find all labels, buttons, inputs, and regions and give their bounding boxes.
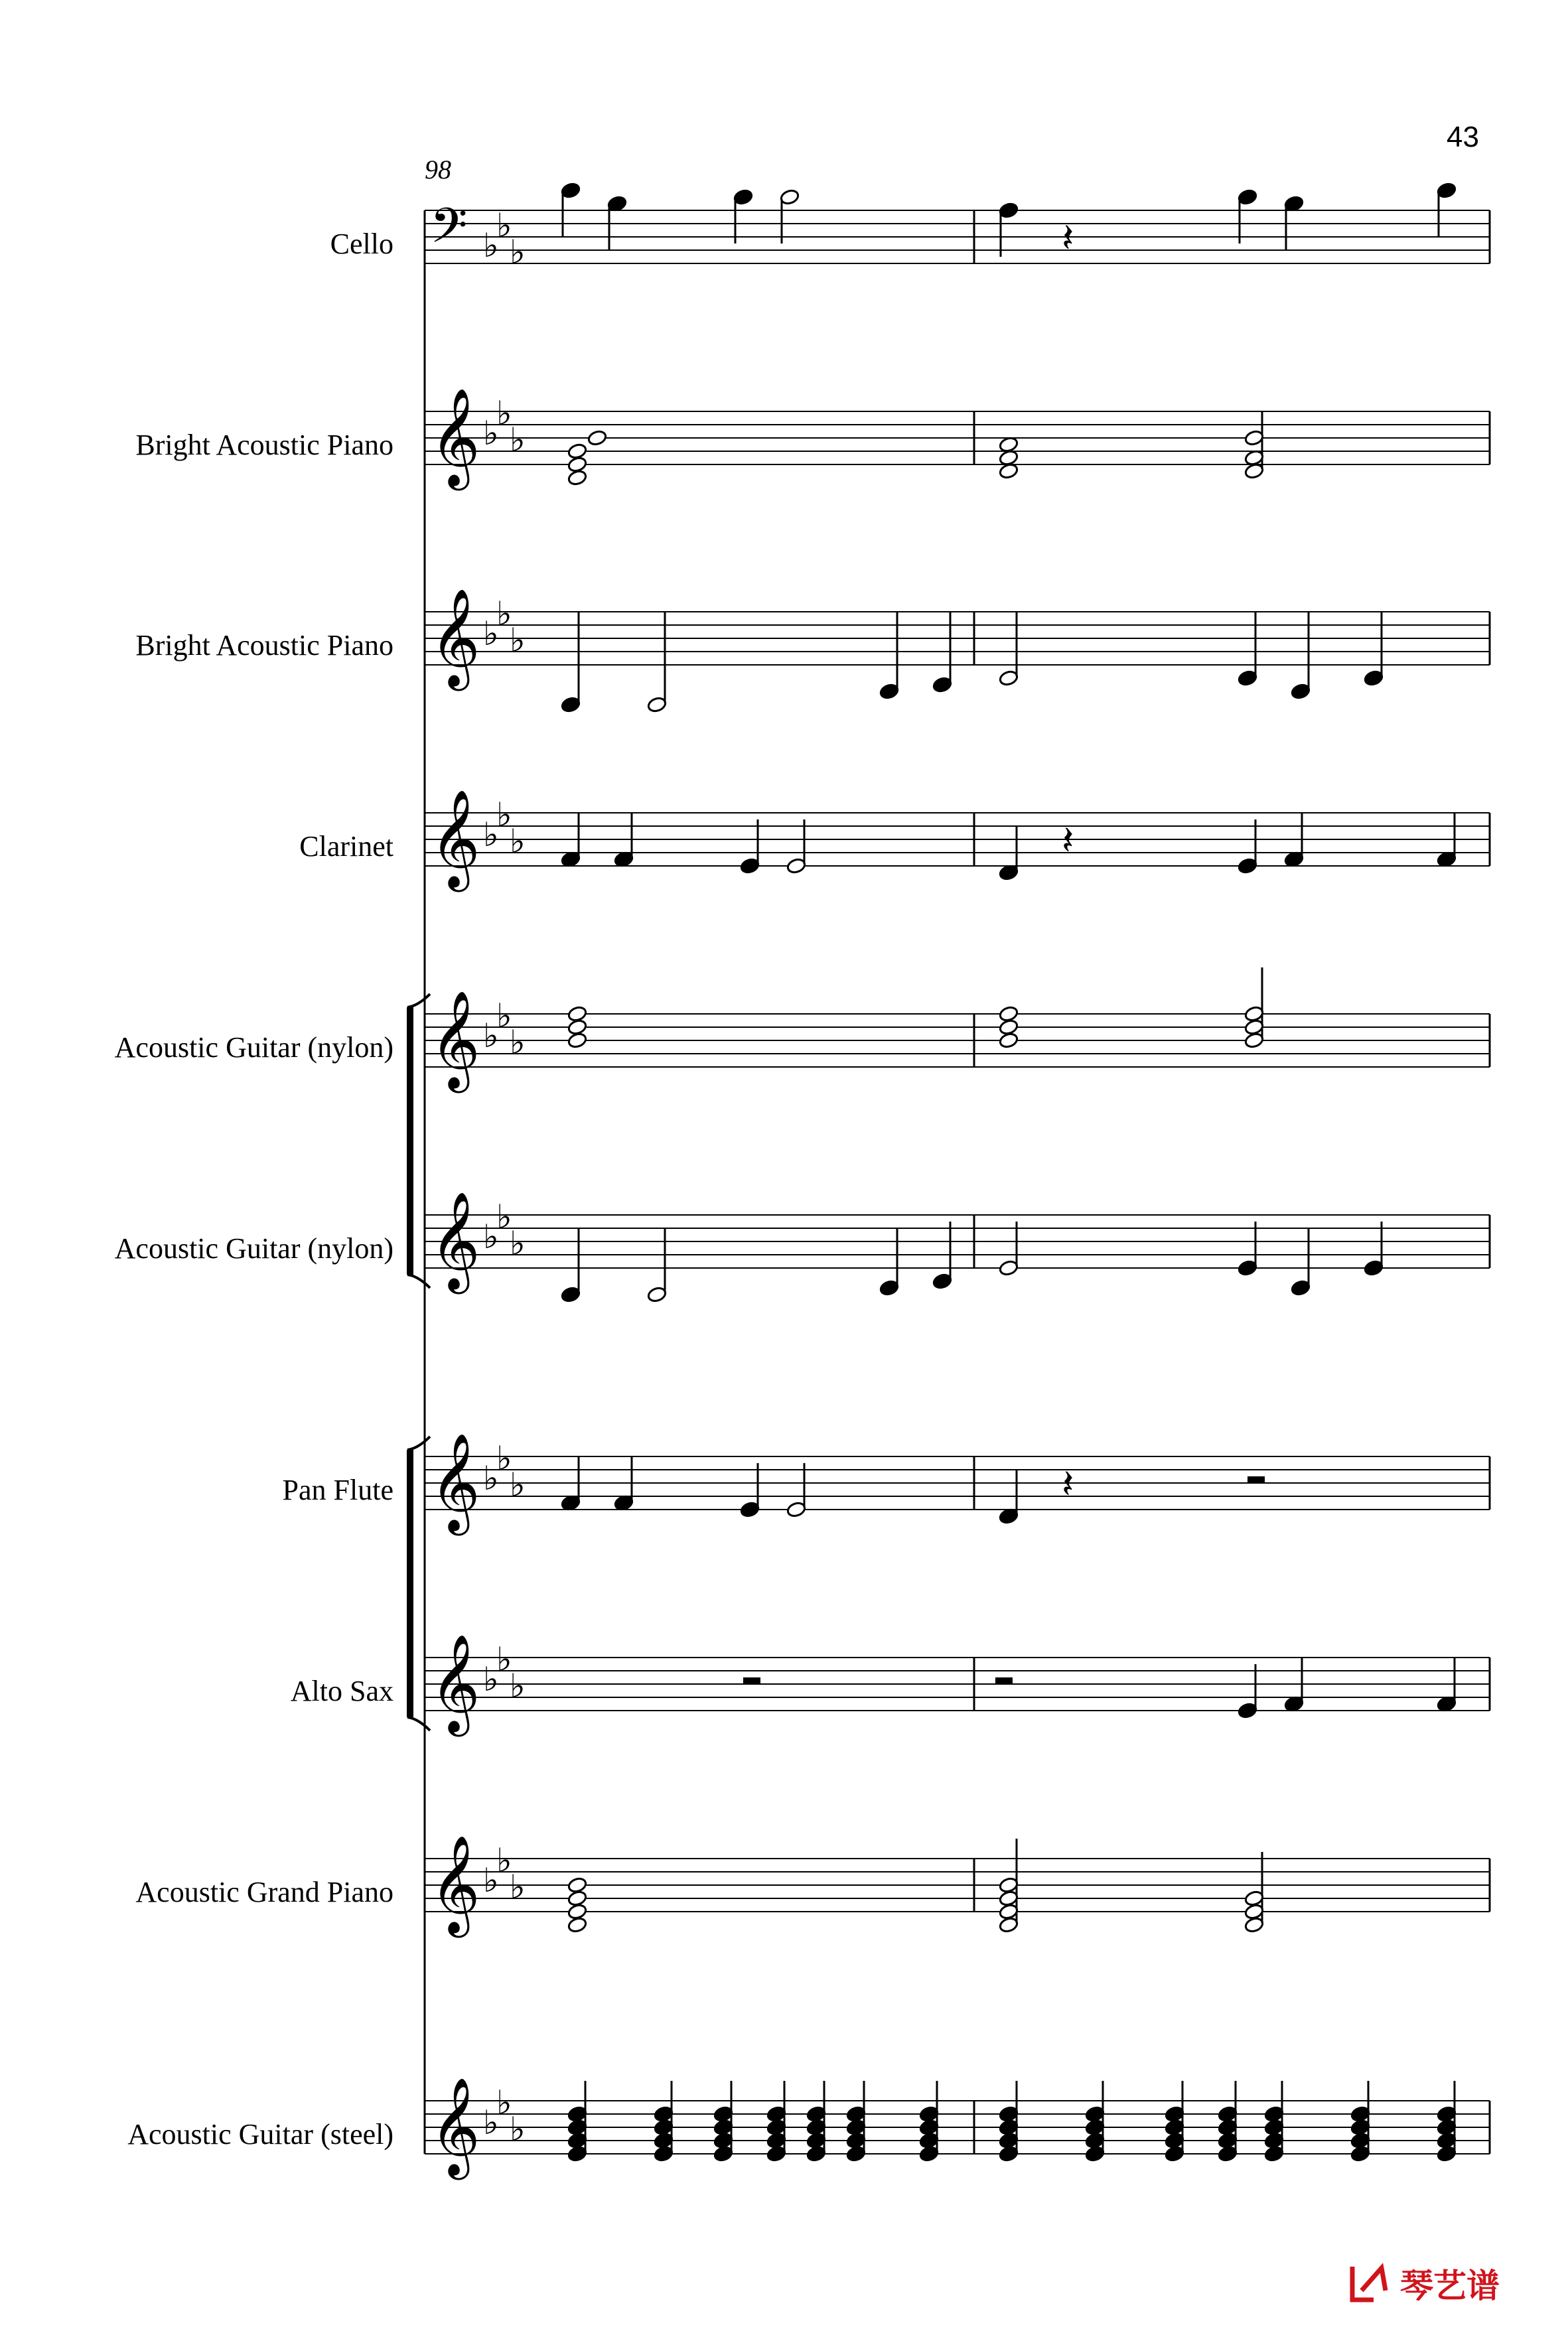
- note-head: [567, 1903, 588, 1920]
- flat-sign: ♭: [496, 206, 512, 245]
- note-head: [567, 469, 588, 486]
- flat-sign: ♭: [483, 414, 499, 453]
- half-rest: [1247, 1476, 1265, 1483]
- instrument-label-steel-guitar: Acoustic Guitar (steel): [127, 2118, 393, 2151]
- watermark-text: 琴艺谱: [1400, 2267, 1500, 2305]
- bracket-hook: [407, 1437, 430, 1450]
- quarter-rest: 𝄽: [1062, 215, 1074, 261]
- flat-sign: ♭: [510, 1224, 526, 1263]
- flat-sign: ♭: [510, 421, 526, 459]
- treble-clef: 𝄞: [430, 1634, 480, 1732]
- flat-sign: ♭: [483, 226, 499, 265]
- note-head: [567, 456, 588, 473]
- flat-sign: ♭: [496, 2084, 512, 2122]
- instrument-label-clarinet: Clarinet: [299, 830, 393, 863]
- quarter-rest: 𝄽: [1062, 1461, 1074, 1508]
- flat-sign: ♭: [496, 1198, 512, 1236]
- treble-clef: 𝄞: [430, 2077, 480, 2176]
- bracket-hook: [407, 1717, 430, 1731]
- treble-clef: 𝄞: [430, 990, 480, 1089]
- instrument-label-nylon-guitar-2: Acoustic Guitar (nylon): [114, 1232, 393, 1265]
- watermark-logo: [1347, 2259, 1500, 2307]
- flat-sign: ♭: [496, 1841, 512, 1880]
- note-head: [999, 1032, 1019, 1049]
- note-head: [567, 1032, 588, 1049]
- flat-sign: ♭: [483, 614, 499, 653]
- note-head: [567, 1890, 588, 1907]
- flat-sign: ♭: [496, 1439, 512, 1478]
- flat-sign: ♭: [510, 1667, 526, 1705]
- flat-sign: ♭: [483, 1660, 499, 1699]
- instrument-label-nylon-guitar-1: Acoustic Guitar (nylon): [114, 1031, 393, 1064]
- watermark-icon: [1347, 2260, 1393, 2306]
- note-head: [567, 1005, 588, 1023]
- flat-sign: ♭: [483, 1218, 499, 1256]
- flat-sign: ♭: [510, 1466, 526, 1504]
- flat-sign: ♭: [483, 2103, 499, 2142]
- instrument-label-pan-flute: Pan Flute: [282, 1474, 393, 1506]
- note-head: [587, 429, 608, 447]
- measure-number: 98: [425, 155, 451, 184]
- treble-clef: 𝄞: [430, 388, 480, 486]
- instrument-label-grand-piano: Acoustic Grand Piano: [135, 1876, 393, 1908]
- treble-clef: 𝄞: [430, 1433, 480, 1531]
- treble-clef: 𝄞: [430, 789, 480, 888]
- note-head: [567, 1916, 588, 1934]
- bracket-hook: [407, 1275, 430, 1288]
- flat-sign: ♭: [483, 1459, 499, 1498]
- flat-sign: ♭: [483, 1861, 499, 1900]
- flat-sign: ♭: [510, 2110, 526, 2149]
- half-rest: [995, 1677, 1013, 1684]
- bracket-hook: [407, 994, 430, 1007]
- flat-sign: ♭: [483, 1017, 499, 1055]
- flat-sign: ♭: [510, 1023, 526, 1062]
- flat-sign: ♭: [496, 595, 512, 633]
- instrument-label-alto-sax: Alto Sax: [290, 1675, 393, 1707]
- instrument-label-bright-piano-1: Bright Acoustic Piano: [135, 429, 393, 461]
- flat-sign: ♭: [483, 815, 499, 854]
- bass-clef: 𝄢: [430, 197, 468, 265]
- note-head: [567, 443, 588, 460]
- instrument-label-bright-piano-2: Bright Acoustic Piano: [135, 629, 393, 662]
- flat-sign: ♭: [496, 997, 512, 1035]
- treble-clef: 𝄞: [430, 1191, 480, 1290]
- flat-sign: ♭: [510, 233, 526, 271]
- flat-sign: ♭: [496, 394, 512, 433]
- half-rest: [743, 1677, 760, 1684]
- treble-clef: 𝄞: [430, 1835, 480, 1934]
- flat-sign: ♭: [496, 1640, 512, 1679]
- note-head: [567, 1876, 588, 1894]
- quarter-rest: 𝄽: [1062, 817, 1074, 864]
- note-head: [999, 1005, 1019, 1023]
- flat-sign: ♭: [496, 796, 512, 834]
- page-number: 43: [1447, 121, 1479, 153]
- flat-sign: ♭: [510, 621, 526, 660]
- flat-sign: ♭: [510, 822, 526, 861]
- note-head: [567, 1019, 588, 1036]
- note-head: [999, 1019, 1019, 1036]
- instrument-label-cello: Cello: [330, 228, 393, 260]
- treble-clef: 𝄞: [430, 588, 480, 687]
- flat-sign: ♭: [510, 1868, 526, 1906]
